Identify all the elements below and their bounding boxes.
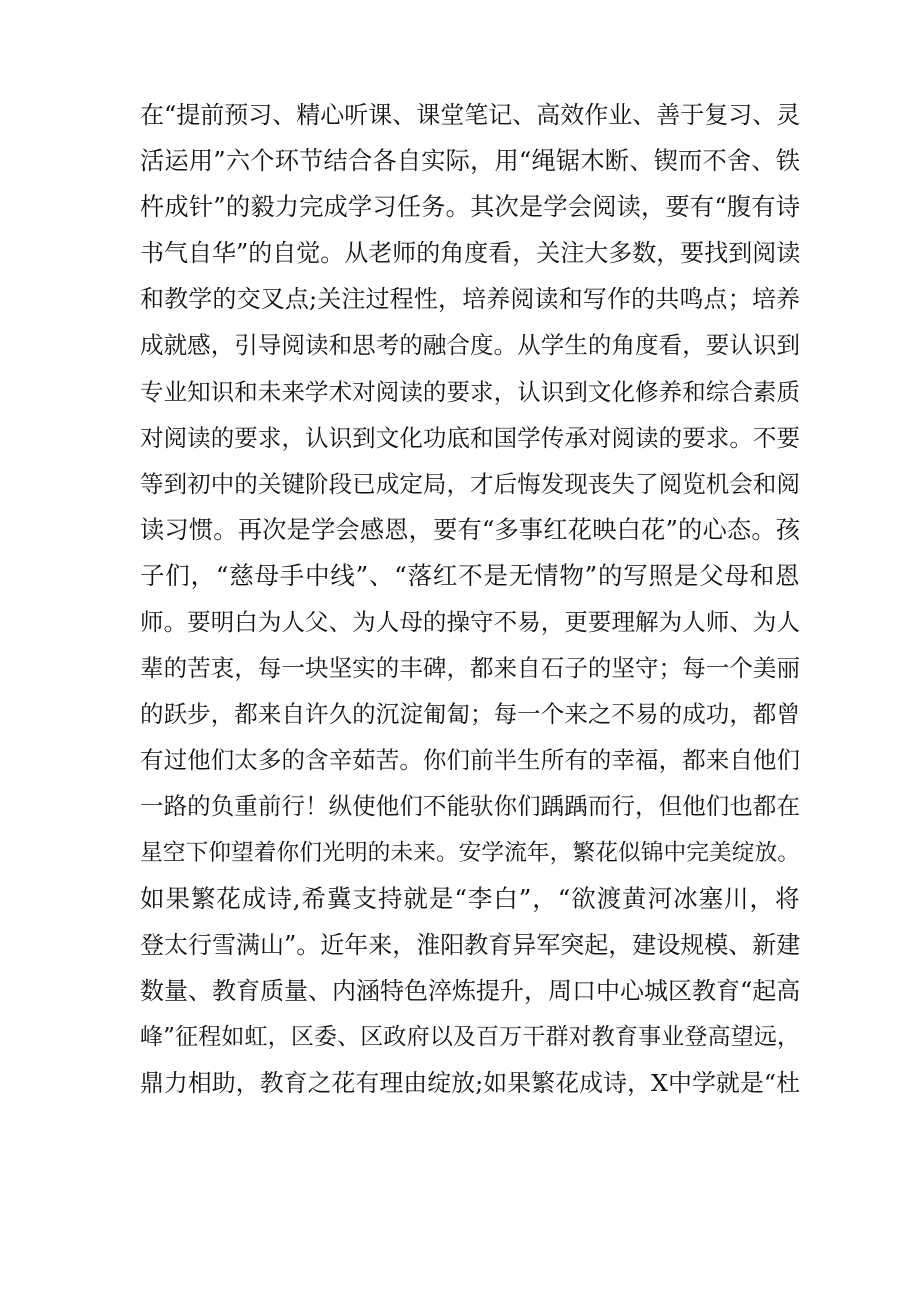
text-line: 专业知识和未来学术对阅读的要求，认识到文化修养和综合素质	[140, 377, 800, 406]
text-line: 一路的负重前行！纵使他们不能驮你们踽踽而行，但他们也都在	[140, 792, 800, 821]
text-line: 辈的苦衷，每一块坚实的丰碑，都来自石子的坚守；每一个美丽	[140, 654, 800, 683]
text-line: 峰”征程如虹，区委、区政府以及百万干群对教育事业登高望远，	[140, 1023, 800, 1050]
text-line: 对阅读的要求，认识到文化功底和国学传承对阅读的要求。不要	[140, 423, 800, 452]
text-line: 等到初中的关键阶段已成定局，才后悔发现丧失了阅览机会和阅	[140, 469, 800, 498]
text-line: 活运用”六个环节结合各自实际，用“绳锯木断、锲而不舍、铁	[140, 146, 800, 176]
text-line: 如果繁花成诗,希冀支持就是“李白”，“欲渡黄河冰塞川，将	[140, 883, 800, 913]
text-line: 书气自华”的自觉。从老师的角度看，关注大多数，要找到阅读	[140, 239, 801, 268]
text-line: 和教学的交叉点;关注过程性，培养阅读和写作的共鸣点；培养	[140, 285, 800, 314]
text-line: 读习惯。再次是学会感恩，要有“多事红花映白花”的心态。孩	[140, 514, 800, 544]
text-line: 登太行雪满山”。近年来，淮阳教育异军突起，建设规模、新建	[140, 930, 801, 959]
text-line: 星空下仰望着你们光明的未来。安学流年，繁花似锦中完美绽放。	[140, 839, 800, 866]
text-line: 数量、教育质量、内涵特色淬炼提升，周口中心城区教育“起高	[140, 976, 801, 1005]
text-line: 鼎力相助，教育之花有理由绽放;如果繁花成诗，X中学就是“杜	[140, 1068, 800, 1097]
text-line: 杵成针”的毅力完成学习任务。其次是学会阅读，要有“腹有诗	[140, 192, 800, 222]
text-line: 的跃步，都来自许久的沉淀匍匐；每一个来之不易的成功，都曾	[140, 700, 800, 729]
text-line: 在“提前预习、精心听课、课堂笔记、高效作业、善于复习、灵	[140, 101, 801, 129]
text-line: 师。要明白为人父、为人母的操守不易，更要理解为人师、为人	[140, 608, 800, 637]
body-paragraph	[140, 92, 800, 1106]
text-line: 成就感，引导阅读和思考的融合度。从学生的角度看，要认识到	[140, 331, 800, 360]
text-line: 子们，“慈母手中线”、“落红不是无情物”的写照是父母和恩	[140, 560, 800, 590]
text-line: 有过他们太多的含辛茹苦。你们前半生所有的幸福，都来自他们	[140, 746, 800, 775]
